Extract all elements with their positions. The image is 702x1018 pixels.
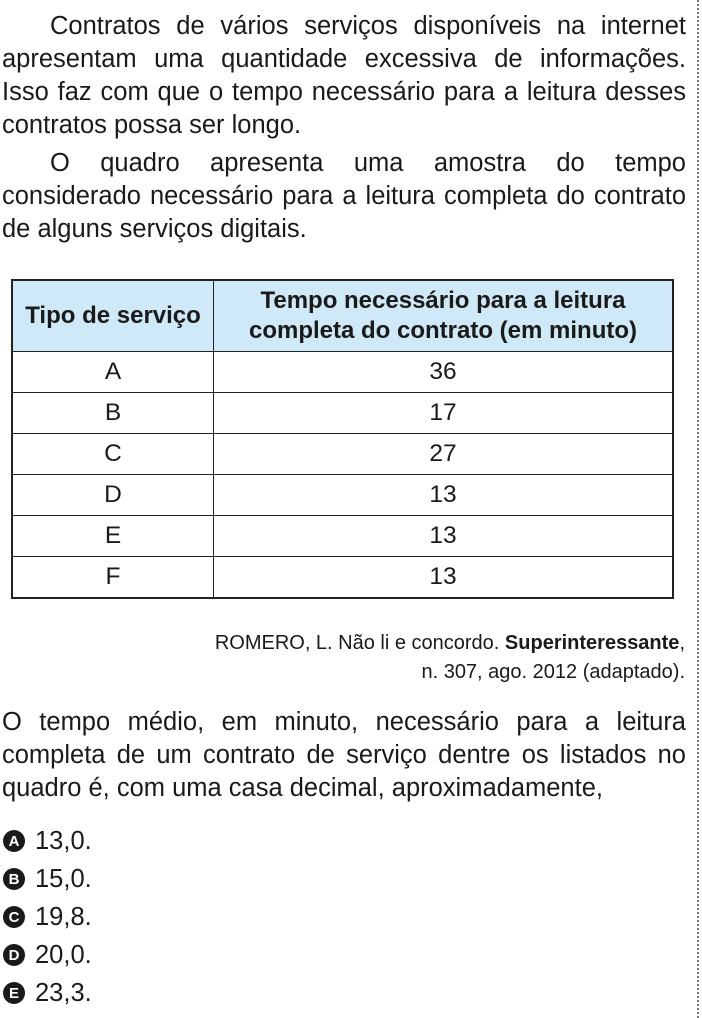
table-row [12,434,673,475]
option-text: 15,0. [35,864,92,893]
option-b[interactable] [3,860,92,898]
option-letter-badge: C [3,906,25,928]
option-text: 23,3. [35,978,92,1007]
option-text: 13,0. [35,826,92,855]
column-divider [697,0,699,1018]
cell-service-type: E [12,516,214,557]
table-row [12,516,673,557]
table-row [12,475,673,516]
cell-reading-time: 36 [214,352,674,393]
option-letter-badge: D [3,944,25,966]
option-c[interactable] [3,898,92,936]
option-e[interactable] [3,974,92,1012]
cell-reading-time: 13 [214,475,674,516]
option-letter-badge: B [3,868,25,890]
cell-service-type: C [12,434,214,475]
citation-line-2: n. 307, ago. 2012 (adaptado). [421,661,685,683]
option-text: 19,8. [35,902,92,931]
intro-paragraph-1: Contratos de vários serviços disponíveis na internet apresentam uma quantidade excessiva de informações. Isso faz com que o tempo necessário para a leitura desses contratos possa ser longo. [2,12,686,139]
citation-author: ROMERO, L. Não li e concordo. [214,632,505,654]
option-d[interactable] [3,936,92,974]
header-reading-time: Tempo necessário para a leitura completa do contrato (em minuto) [214,280,674,352]
citation-journal: Superinteressante [504,632,680,654]
intro-paragraph-2: O quadro apresenta uma amostra do tempo considerado necessário para a leitura completa do contrato de alguns serviços digitais. [2,149,686,243]
citation-comma: , [679,632,685,654]
option-letter-badge: E [3,982,25,1004]
cell-reading-time: 13 [214,516,674,557]
table-row [12,557,673,599]
cell-service-type: B [12,393,214,434]
option-letter-badge: A [3,830,25,852]
cell-reading-time: 17 [214,393,674,434]
header-service-type: Tipo de serviço [12,280,214,352]
source-citation [85,629,685,687]
cell-reading-time: 13 [214,557,674,599]
option-text: 20,0. [35,940,92,969]
cell-service-type: A [12,352,214,393]
table-row [12,352,673,393]
service-time-table [11,279,674,599]
citation-line-1 [85,629,685,658]
cell-service-type: F [12,557,214,599]
table-row [12,393,673,434]
cell-reading-time: 27 [214,434,674,475]
option-a[interactable] [3,822,92,860]
question-text: O tempo médio, em minuto, necessário para a leitura completa de um contrato de serviço dentre os listados no quadro é, com uma casa decimal, aproximadamente, [2,708,686,802]
table-header-row [12,280,673,352]
answer-options [3,822,92,1012]
cell-service-type: D [12,475,214,516]
